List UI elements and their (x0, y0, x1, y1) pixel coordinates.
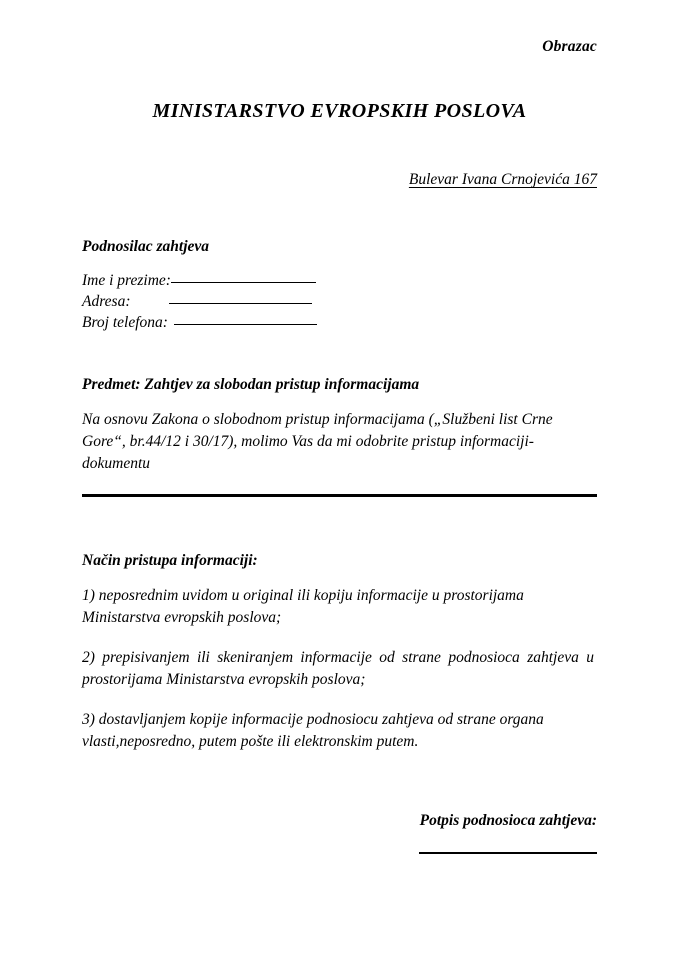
ministry-address-text: Bulevar Ivana Crnojevića 167 (408, 171, 597, 188)
page-title: MINISTARSTVO EVROPSKIH POSLOVA (152, 100, 527, 122)
address-field-label: Adresa: (82, 293, 131, 310)
field-row-address (82, 291, 482, 312)
legal-basis-paragraph: Na osnovu Zakona o slobodnom pristup informacijama („Službeni list Crne Gore“, br.44/12 i 30/17), molimo Vas da mi odobrite pristup informaciji-dokumentu (82, 411, 553, 472)
form-type-label: Obrazac (542, 38, 597, 55)
access-option-2[interactable]: 2) prepisivanjem ili skeniranjem informacije od strane podnosioca zahtjeva u prostorijama Ministarstva evropskih poslova; (82, 649, 594, 688)
applicant-section-heading: Podnosilac zahtjeva (82, 238, 210, 255)
field-row-name (82, 270, 482, 291)
address-field-input[interactable] (169, 303, 312, 304)
ministry-address (82, 171, 597, 189)
access-method-heading: Način pristupa informaciji: (82, 552, 258, 569)
name-field-input[interactable] (171, 282, 316, 283)
signature-input[interactable] (419, 852, 597, 854)
section-divider (82, 494, 597, 497)
access-method-options (82, 585, 594, 753)
field-row-phone (82, 312, 482, 333)
phone-field-label: Broj telefona: (82, 314, 168, 331)
access-option-1[interactable]: 1) neposrednim uvidom u original ili kopiju informacije u prostorijama Ministarstva evropskih poslova; (82, 587, 524, 626)
signature-label: Potpis podnosioca zahtjeva: (419, 812, 597, 829)
signature-block (82, 812, 597, 854)
phone-field-input[interactable] (174, 324, 317, 325)
access-option-3[interactable]: 3) dostavljanjem kopije informacije podnosiocu zahtjeva od strane organa vlasti,neposredno, putem pošte ili elektronskim putem. (82, 711, 544, 750)
name-field-label: Ime i prezime: (82, 272, 171, 289)
subject-line: Predmet: Zahtjev za slobodan pristup informacijama (82, 376, 420, 393)
applicant-fields (82, 270, 482, 333)
